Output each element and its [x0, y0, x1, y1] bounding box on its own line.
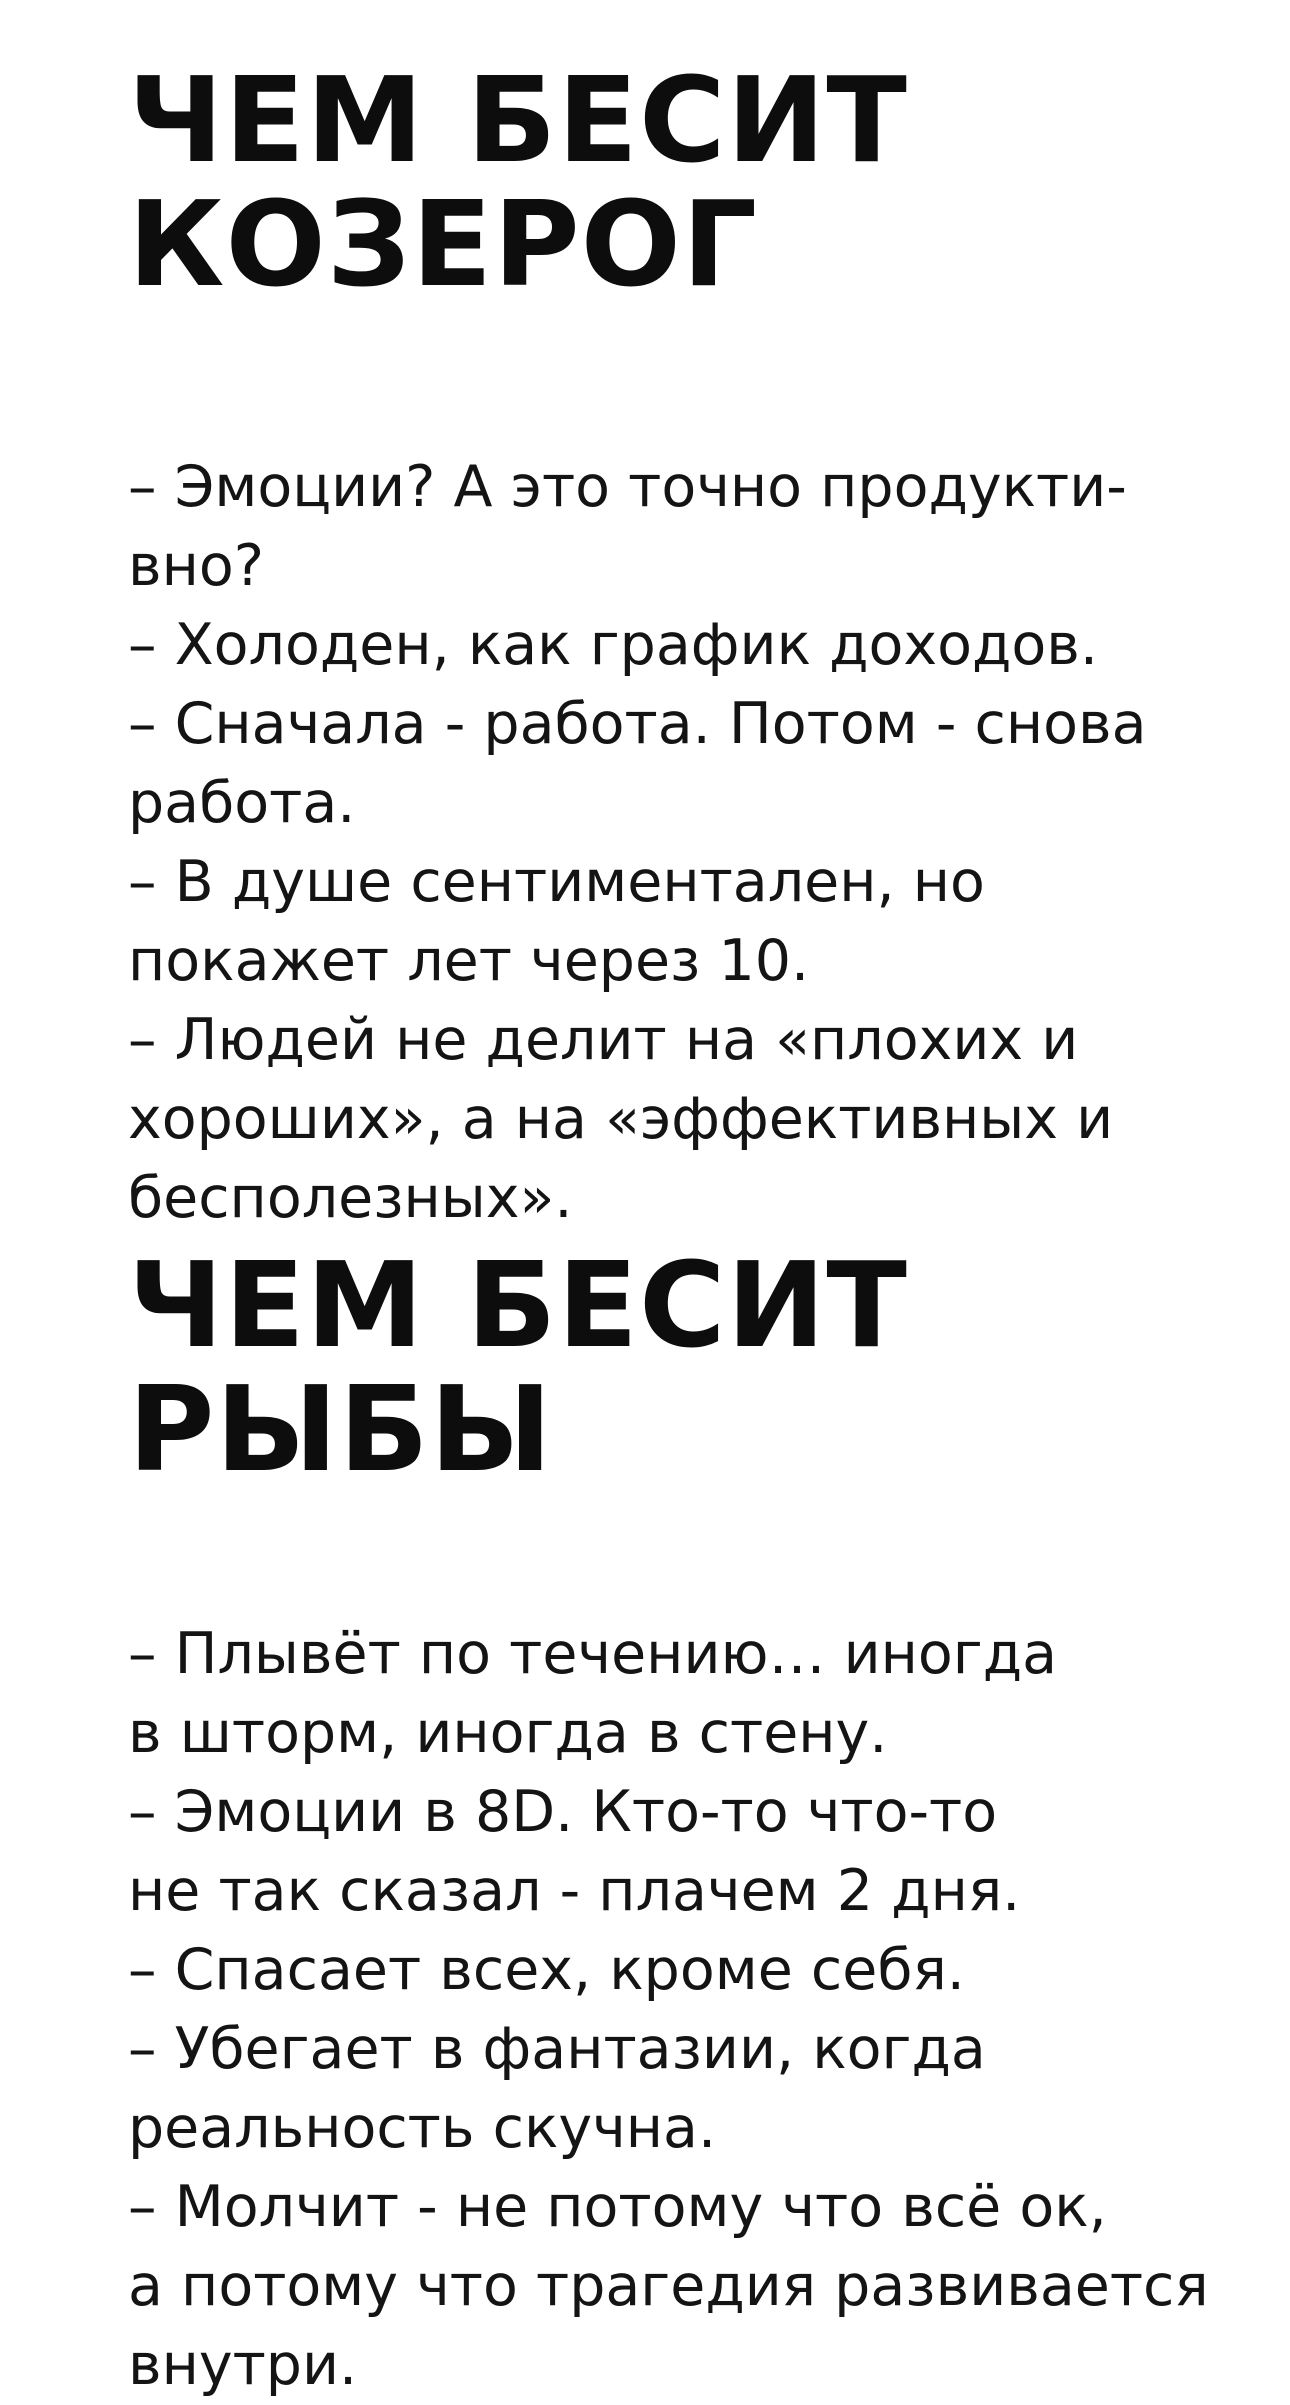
capricorn-heading — [128, 51, 1228, 313]
pisces-text — [128, 1615, 1228, 2405]
text-line: реальность скучна. — [128, 2095, 717, 2161]
capricorn-text — [128, 448, 1228, 1238]
text-line: вно? — [128, 533, 264, 599]
heading-line: КОЗЕРОГ — [128, 175, 759, 313]
text-line: а потому что трагедия развивается — [128, 2253, 1209, 2319]
text-line: – Спасает всех, кроме себя. — [128, 1937, 965, 2003]
text-line: не так сказал - плачем 2 дня. — [128, 1858, 1021, 1924]
heading-line: ЧЕМ БЕСИТ — [128, 1236, 908, 1374]
text-line: – Молчит - не потому что всё ок, — [128, 2174, 1107, 2240]
text-line: хороших», а на «эффективных и — [128, 1086, 1114, 1152]
heading-line: РЫБЫ — [128, 1360, 553, 1498]
text-line: – Эмоции в 8D. Кто-то что-то — [128, 1779, 998, 1845]
text-line: внутри. — [128, 2332, 358, 2398]
pisces-section — [128, 1236, 1228, 2405]
pisces-heading — [128, 1236, 1228, 1498]
text-line: бесполезных». — [128, 1165, 573, 1231]
text-line: – В душе сентиментален, но — [128, 849, 985, 915]
text-line: работа. — [128, 770, 356, 836]
text-line: – Людей не делит на «плохих и — [128, 1007, 1079, 1073]
heading-line: ЧЕМ БЕСИТ — [128, 51, 908, 189]
text-line: – Холоден, как график доходов. — [128, 612, 1099, 678]
text-line: – Эмоции? А это точно продукти- — [128, 454, 1127, 520]
text-line: покажет лет через 10. — [128, 928, 810, 994]
text-line: – Плывёт по течению… иногда — [128, 1621, 1058, 1687]
capricorn-section — [128, 51, 1228, 1238]
text-line: в шторм, иногда в стену. — [128, 1700, 888, 1766]
text-line: – Сначала - работа. Потом - снова — [128, 691, 1147, 757]
text-line: – Убегает в фантазии, когда — [128, 2016, 986, 2082]
